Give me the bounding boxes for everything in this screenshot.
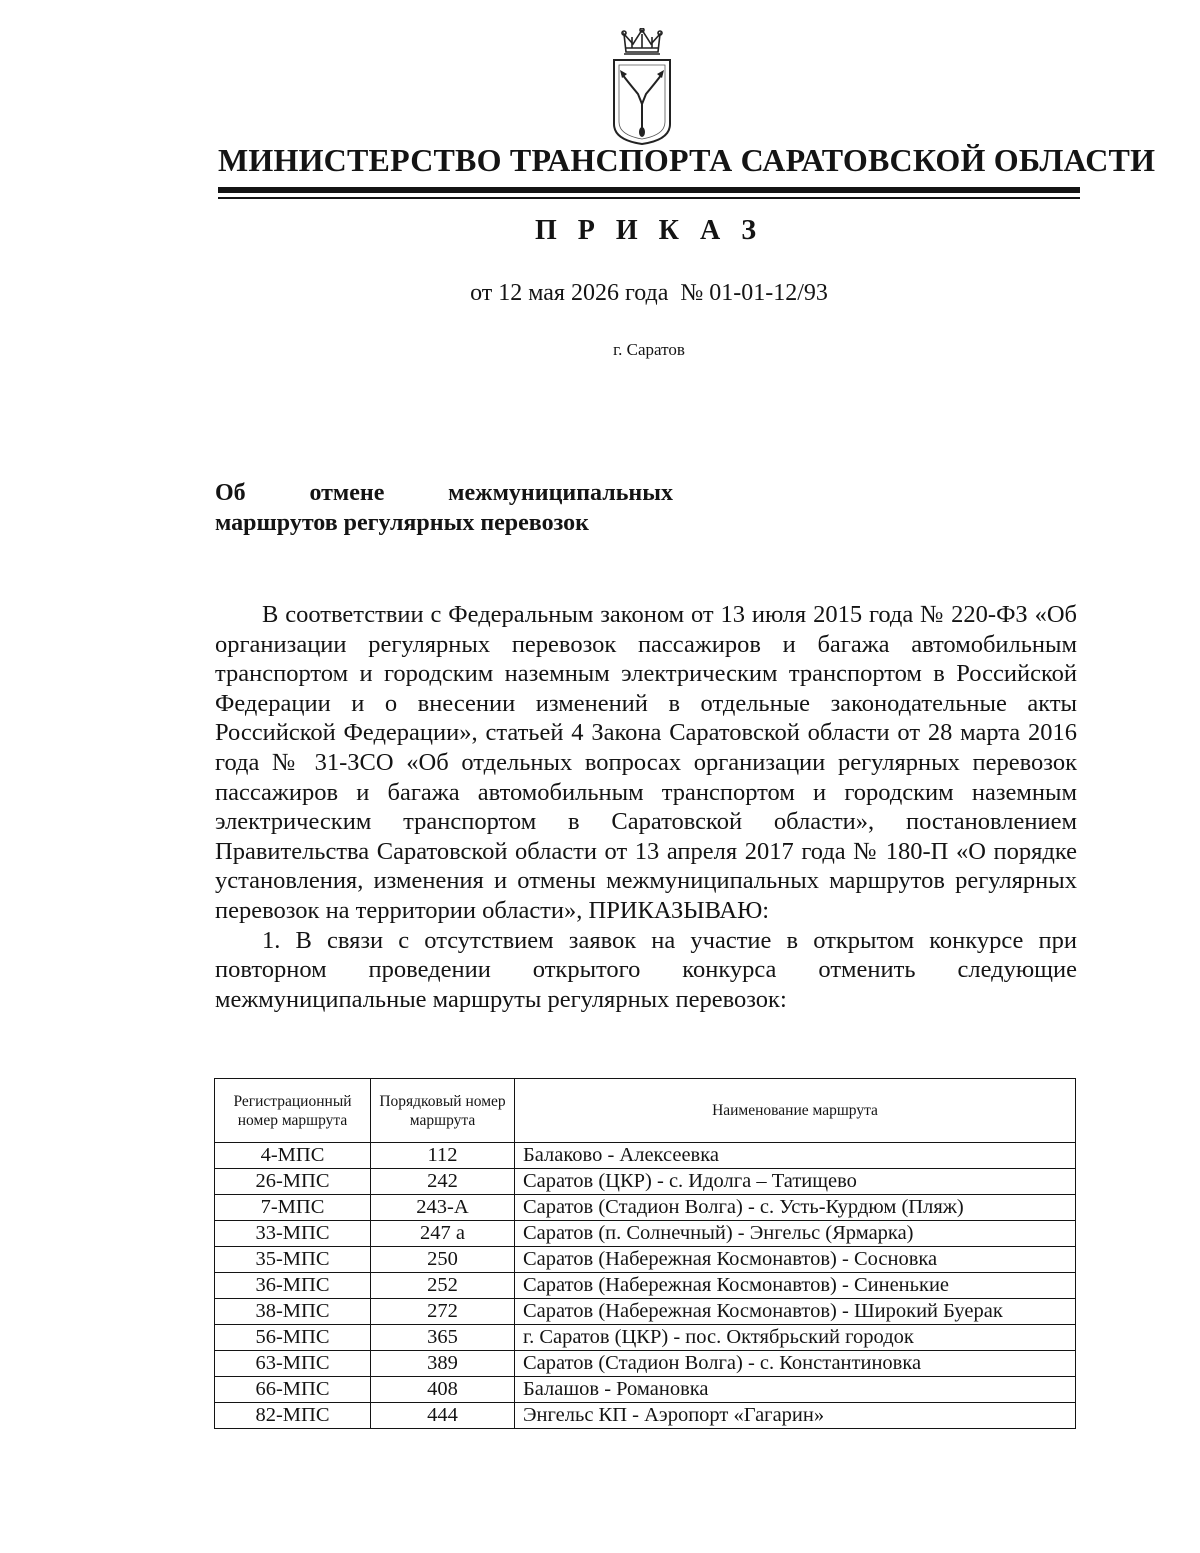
table-row [215,1325,1076,1351]
header-rule-thin [218,197,1080,199]
route-name-cell: Саратов (п. Солнечный) - Энгельс (Ярмарка) [515,1221,1076,1247]
registration-number-cell: 4-МПС [215,1143,371,1169]
registration-number-cell: 26-МПС [215,1169,371,1195]
routes-table [214,1078,1076,1429]
table-row [215,1195,1076,1221]
sequence-number-cell: 408 [371,1377,515,1403]
table-row [215,1403,1076,1429]
sequence-number-cell: 243-А [371,1195,515,1221]
table-row [215,1169,1076,1195]
table-row [215,1247,1076,1273]
coat-of-arms-icon [602,28,682,146]
route-name-cell: Саратов (Стадион Волга) - с. Константиновка [515,1351,1076,1377]
sequence-number-cell: 112 [371,1143,515,1169]
header-registration-number: Регистрационный номер маршрута [215,1079,371,1143]
order-subject [215,478,673,538]
order-date-number: от 12 мая 2026 года № 01-01-12/93 [470,280,828,306]
registration-number-cell: 33-МПС [215,1221,371,1247]
route-name-cell: Саратов (Стадион Волга) - с. Усть-Курдюм (Пляж) [515,1195,1076,1221]
route-name-cell: Балашов - Романовка [515,1377,1076,1403]
table-row [215,1299,1076,1325]
sequence-number-cell: 250 [371,1247,515,1273]
table-row [215,1143,1076,1169]
sequence-number-cell: 272 [371,1299,515,1325]
header-route-name: Наименование маршрута [515,1079,1076,1143]
sequence-number-cell: 389 [371,1351,515,1377]
route-name-cell: Энгельс КП - Аэропорт «Гагарин» [515,1403,1076,1429]
route-name-cell: Саратов (Набережная Космонавтов) - Широкий Буерак [515,1299,1076,1325]
registration-number-cell: 82-МПС [215,1403,371,1429]
ministry-name: МИНИСТЕРСТВО ТРАНСПОРТА САРАТОВСКОЙ ОБЛАСТИ [218,142,1156,178]
route-name-cell: г. Саратов (ЦКР) - пос. Октябрьский городок [515,1325,1076,1351]
registration-number-cell: 56-МПС [215,1325,371,1351]
header-sequence-number: Порядковый номер маршрута [371,1079,515,1143]
registration-number-cell: 66-МПС [215,1377,371,1403]
sequence-number-cell: 242 [371,1169,515,1195]
subject-line-1: Об отмене межмуниципальных [215,480,673,506]
table-row [215,1351,1076,1377]
registration-number-cell: 38-МПС [215,1299,371,1325]
sequence-number-cell: 247 а [371,1221,515,1247]
order-city: г. Саратов [613,340,685,359]
header-rule-thick [218,187,1080,193]
registration-number-cell: 36-МПС [215,1273,371,1299]
order-body [215,600,1077,1014]
table-row [215,1377,1076,1403]
sequence-number-cell: 365 [371,1325,515,1351]
table-row [215,1273,1076,1299]
registration-number-cell: 35-МПС [215,1247,371,1273]
route-name-cell: Саратов (Набережная Космонавтов) - Синенькие [515,1273,1076,1299]
body-paragraph-1: В соответствии с Федеральным законом от 13 июля 2015 года № 220-ФЗ «Об организации регулярных перевозок пассажиров и багажа автомобильным транспортом и городским наземным электрическим транспортом в Российской Федерации и о внесении изменений в отдельные законодательные акты Российской Федерации», статьей 4 Закона Саратовской области от 28 марта 2016 года № 31-ЗСО «Об отдельных вопросах организации регулярных перевозок пассажиров и багажа автомобильным транспортом и городским наземным электрическим транспортом в Саратовской области», постановлением Правительства Саратовской области от 13 апреля 2017 года № 180-П «О порядке установления, изменения и отмены межмуниципальных маршрутов регулярных перевозок на территории области», ПРИКАЗЫВАЮ: [215,601,1077,924]
table-row [215,1221,1076,1247]
body-paragraph-2: 1. В связи с отсутствием заявок на участие в открытом конкурсе при повторном проведении открытого конкурса отменить следующие межмуниципальные маршруты регулярных перевозок: [215,926,1077,1013]
registration-number-cell: 7-МПС [215,1195,371,1221]
subject-line-2: маршрутов регулярных перевозок [215,510,589,536]
sequence-number-cell: 252 [371,1273,515,1299]
route-name-cell: Саратов (ЦКР) - с. Идолга – Татищево [515,1169,1076,1195]
registration-number-cell: 63-МПС [215,1351,371,1377]
route-name-cell: Саратов (Набережная Космонавтов) - Сосновка [515,1247,1076,1273]
sequence-number-cell: 444 [371,1403,515,1429]
route-name-cell: Балаково - Алексеевка [515,1143,1076,1169]
order-title: П Р И К А З [535,215,763,246]
table-header-row [215,1079,1076,1143]
